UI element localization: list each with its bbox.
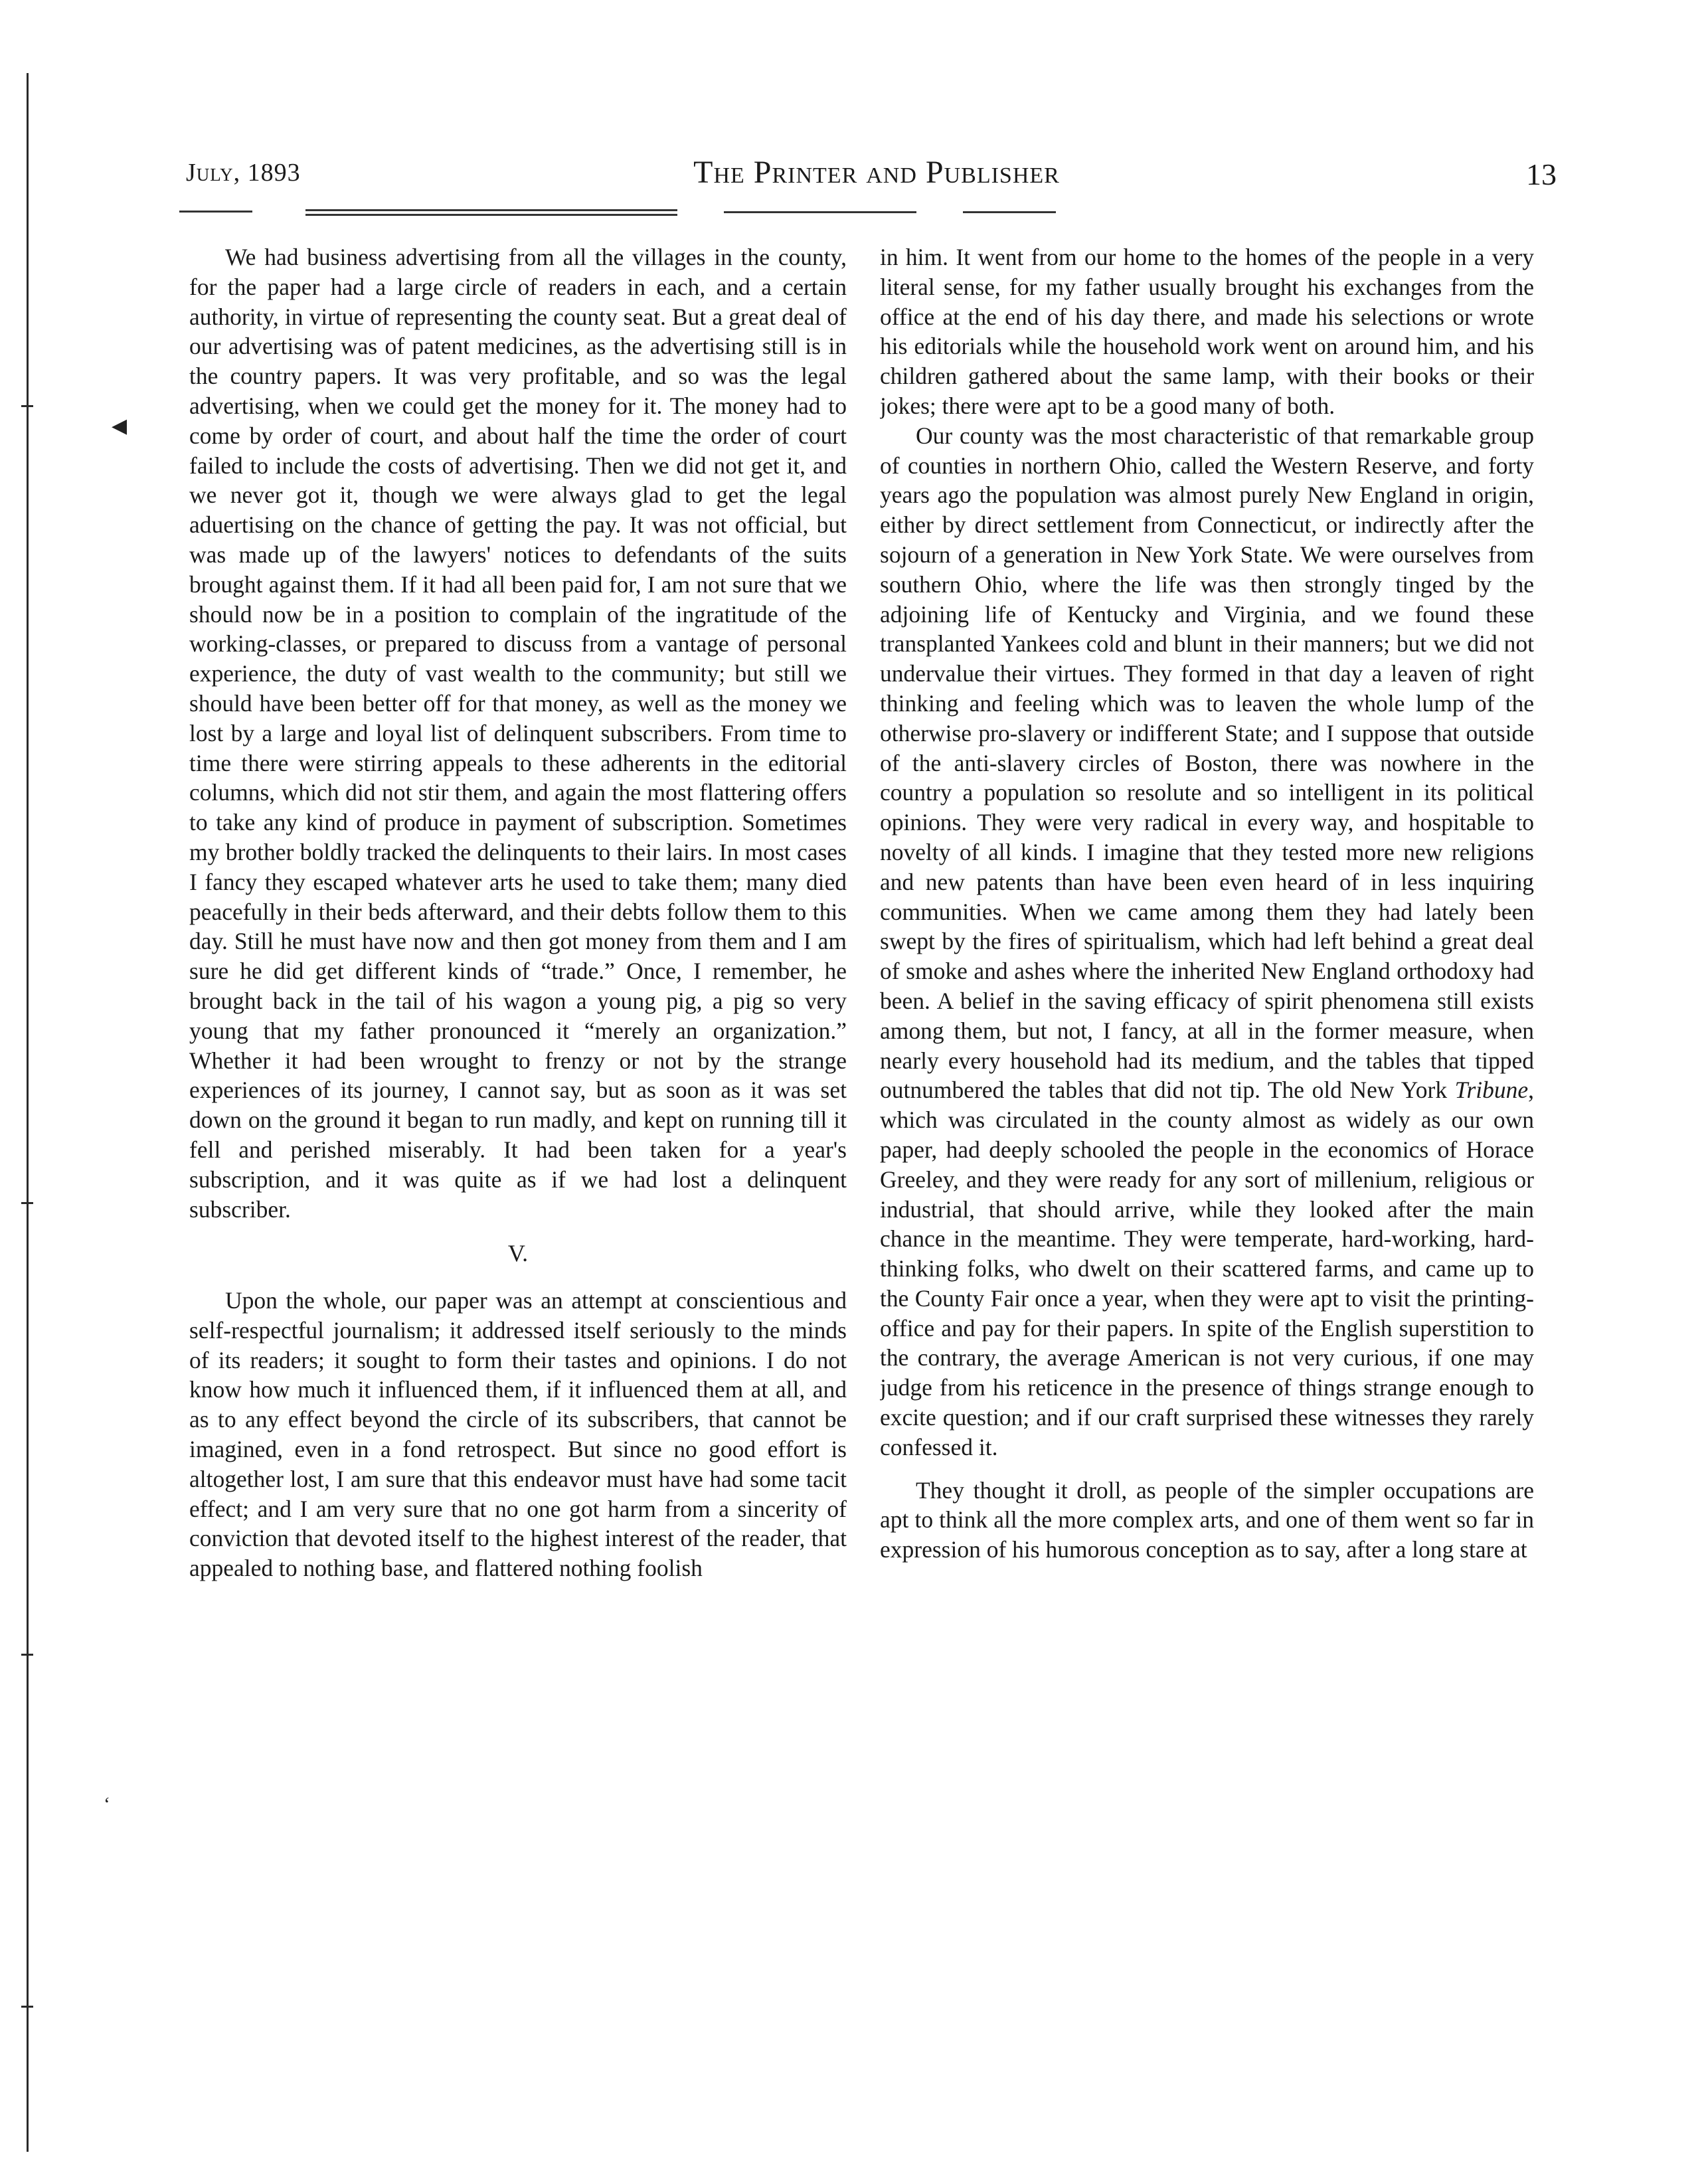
- body-paragraph: They thought it droll, as people of the simpler occupations are apt to think all the more complex arts, and one of them went so far in expression of his humorous conception as to say, after a long stare at: [880, 1476, 1534, 1563]
- body-paragraph: We had business advertising from all the villages in the county, for the paper had a large circle of readers in each, and a certain authority, in virtue of representing the county seat. But a great deal of our advertising was of patent medicines, as the advertising still is in the country papers. It was very profitable, and so was the legal advertising, when we could get the money for it. The money had to come by order of court, and about half the time the order of court failed to include the costs of advertising. Then we did not get it, and we never got it, though we were always glad to get the legal aduertising on the chance of getting the pay. It was not official, but was made up of the lawyers' notices to defendants of the suits brought against them. If it had all been paid for, I am not sure that we should now be in a position to complain of the ingratitude of the working-classes, or prepared to discuss from a vantage of personal experience, the duty of vast wealth to the community; but still we should have been better off for that money, as well as the money we lost by a large and loyal list of delinquent subscribers. From time to time there were stirring appeals to these adherents in the editorial columns, which did not stir them, and again the most flattering offers to take any kind of produce in payment of subscription. Sometimes my brother boldly tracked the delinquents to their lairs. In most cases I fancy they escaped whatever arts he used to take them; many died peacefully in their beds afterward, and their debts follow them to this day. Still he must have now and then got money from them and I am sure he did get different kinds of “trade.” Once, I remember, he brought back in the tail of his wagon a young pig, a pig so very young that my father pronounced it “merely an organization.” Whether it had been wrought to frenzy or not by the strange experiences of its journey, I cannot say, but as soon as it was set down on the ground it began to run madly, and kept on running till it fell and perished miserably. It had been taken for a year's subscription, and it was quite as if we had lost a delinquent subscriber.: [189, 244, 847, 1223]
- text-run: , which was circulated in the county almost as widely as our own paper, had deeply schooled the people in the economics of Horace Greeley, and they were ready for any sort of millenium, religious or industrial, that should arrive, while they looked after the main chance in the meantime. They were temperate, hard-working, hard-thinking folks, who dwelt on their scattered farms, and came up to the County Fair once a year, when they were apt to visit the printing-office and pay for their papers. In spite of the English superstition to the contrary, the average American is not very curious, if one may judge from his reticence in the presence of things strange enough to excite question; and if our craft surprised these witnesses they rarely confessed it.: [880, 1077, 1534, 1460]
- header-rule: [179, 209, 1063, 218]
- binding-tick: [21, 1654, 33, 1656]
- section-number: V.: [507, 1240, 529, 1267]
- body-paragraph: in him. It went from our home to the homes of the people in a very literal sense, for my father usually brought his exchanges from the office at the end of his day there, and made his selections or wrote his editorials while the household work went on around him, and his children gathered about the same lamp, with their books or their jokes; there were apt to be a good many of both.: [880, 244, 1534, 419]
- margin-tick-icon: ‘: [104, 1793, 110, 1815]
- publication-title: The Printer and Publisher: [693, 155, 1060, 190]
- issue-date: July, 1893: [186, 159, 301, 187]
- binding-tick: [21, 1202, 33, 1204]
- newspaper-name: Tribune: [1454, 1077, 1529, 1104]
- body-paragraph: [880, 421, 1534, 1462]
- page-number: 13: [1526, 157, 1557, 191]
- running-header: [186, 154, 1557, 194]
- body-paragraph: Upon the whole, our paper was an attempt at conscientious and self-respectful journalism; it addressed itself seriously to the minds of its readers; it sought to form their tastes and opinions. I do not know how much it influenced them, if it influenced them at all, and as to any effect beyond the circle of its subscribers, that cannot be imagined, even in a fond retrospect. But since no good effort is altogether lost, I am sure that this endeavor must have had some tacit effect; and I am very sure that no one got harm from a sincerity of conviction that devoted itself to the highest interest of the reader, that appealed to nothing base, and flattered nothing foolish: [189, 1287, 847, 1582]
- text-run: Our county was the most characteristic of that remarkable group of counties in northern Ohio, called the Western Reserve, and forty years ago the population was almost purely New England in origin, either by direct settlement from Connecticut, or indirectly after the sojourn of a generation in New York State. We were ourselves from southern Ohio, where the life was then strongly tinged by the adjoining life of Kentucky and Virginia, and we found these transplanted Yankees cold and blunt in their manners; but we did not undervalue their virtues. They formed in that day a leaven of right thinking and feeling which was to leaven the whole lump of the otherwise pro-slavery or indifferent State; and I suppose that outside of the anti-slavery circles of Boston, there was nowhere in the country a population so resolute and so intelligent in its political opinions. They were very radical in every way, and hospitable to novelty of all kinds. I imagine that they tested more new religions and new patents than have been even heard of in less inquiring communities. When we came among them they had lately been swept by the fires of spiritualism, which had left behind a great deal of smoke and ashes where the inherited New England orthodoxy had been. A belief in the saving efficacy of spirit phenomena still exists among them, but not, I fancy, at all in the former measure, when nearly every household had its medium, and the tables that tipped outnumbered the tables that did not tip. The old New York: [880, 422, 1534, 1104]
- binding-tick: [21, 405, 33, 407]
- right-column: [880, 242, 1534, 2109]
- margin-arrow-icon: ◀: [112, 415, 128, 437]
- binding-rule: [27, 73, 29, 2152]
- binding-edge: [20, 73, 35, 2152]
- left-column: [189, 242, 847, 2109]
- binding-tick: [21, 2006, 33, 2008]
